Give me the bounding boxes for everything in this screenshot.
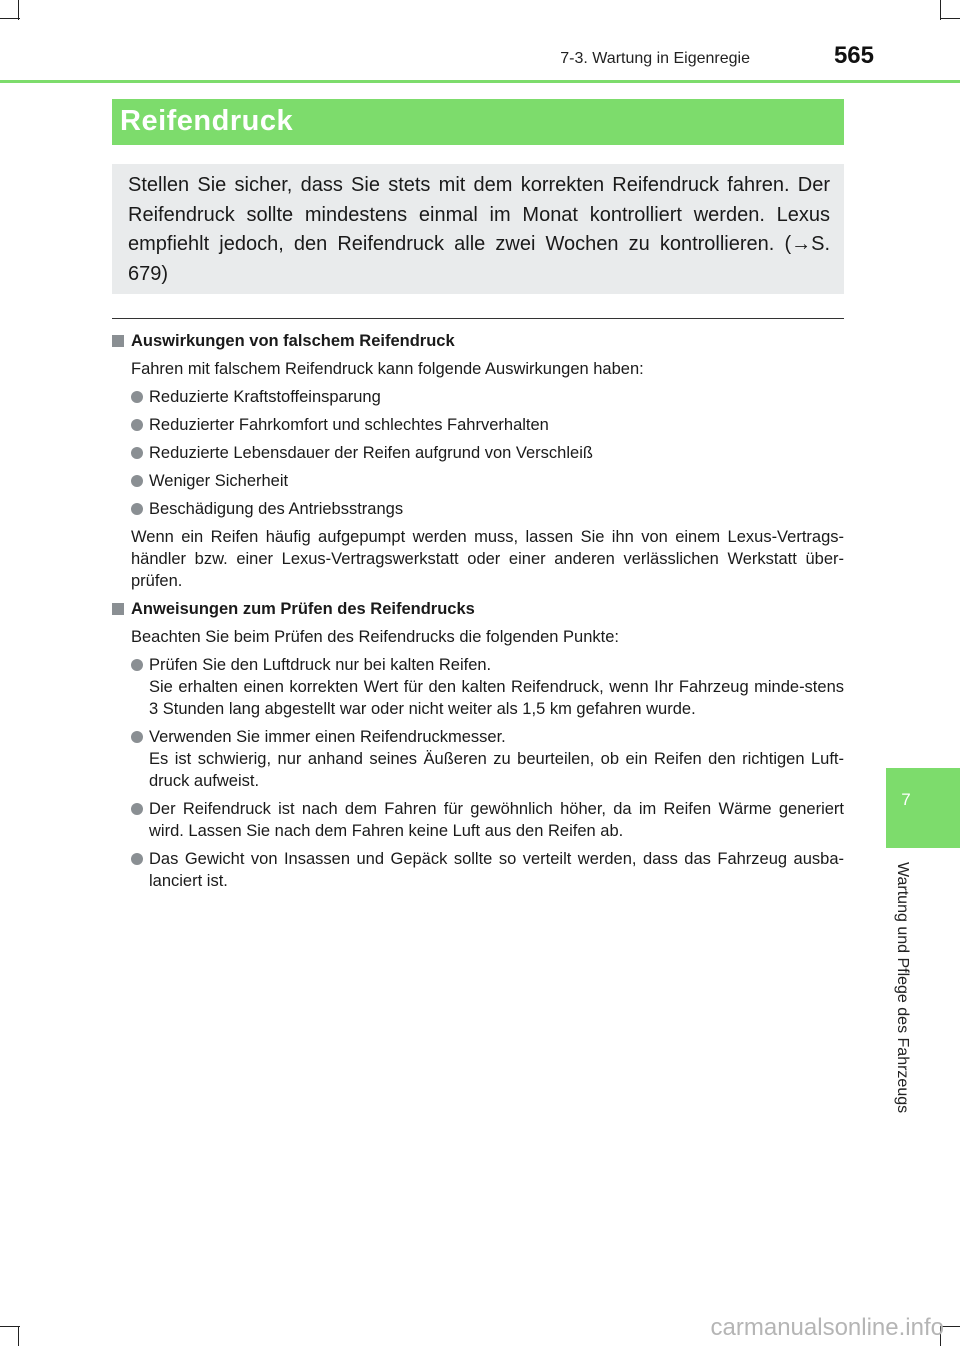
- list-item: Verwenden Sie immer einen Reifendruckmesser. Es ist schwierig, nur anhand seines Äußeren zu beurteilen, ob ein Reifen den richtigen Luft-druck aufweist.: [112, 726, 844, 792]
- page-number: 565: [833, 42, 874, 69]
- crop-mark: [940, 0, 941, 20]
- section-divider: [112, 318, 844, 319]
- crop-mark: [0, 1326, 20, 1327]
- watermark: carmanualsonline.info: [710, 1314, 944, 1341]
- header-rule: [0, 80, 960, 83]
- section-effects: [112, 330, 844, 592]
- circle-bullet-icon: [131, 419, 143, 431]
- section-intro: Fahren mit falschem Reifendruck kann folgende Auswirkungen haben:: [131, 360, 644, 378]
- crop-mark: [0, 18, 20, 19]
- square-bullet-icon: [112, 335, 124, 347]
- list-item: Das Gewicht von Insassen und Gepäck sollte so verteilt werden, dass das Fahrzeug ausba-lanciert ist.: [112, 848, 844, 892]
- crop-mark: [18, 0, 19, 20]
- chapter-tab[interactable]: [886, 768, 960, 848]
- chapter-number: 7: [901, 790, 911, 809]
- list-item: Weniger Sicherheit: [112, 470, 844, 492]
- circle-bullet-icon: [131, 503, 143, 515]
- list-item: Reduzierte Lebensdauer der Reifen aufgrund von Verschleiß: [112, 442, 844, 464]
- list-item: Der Reifendruck ist nach dem Fahren für gewöhnlich höher, da im Reifen Wärme generiert wird. Lassen Sie nach dem Fahren keine Luft aus den Reifen ab.: [112, 798, 844, 842]
- chapter-label: Wartung und Pflege des Fahrzeugs: [894, 862, 911, 1114]
- title-band: [112, 99, 844, 145]
- section-heading: Anweisungen zum Prüfen des Reifendrucks: [112, 598, 844, 620]
- header-section-title: 7-3. Wartung in Eigenregie: [560, 50, 750, 67]
- section-heading: Auswirkungen von falschem Reifendruck: [112, 330, 844, 352]
- list-item: Beschädigung des Antriebsstrangs: [112, 498, 844, 520]
- crop-mark: [18, 1326, 19, 1346]
- square-bullet-icon: [112, 603, 124, 615]
- intro-box: [112, 164, 844, 294]
- page-title: Reifendruck: [120, 105, 294, 137]
- list-item: Reduzierter Fahrkomfort und schlechtes Fahrverhalten: [112, 414, 844, 436]
- circle-bullet-icon: [131, 659, 143, 671]
- circle-bullet-icon: [131, 447, 143, 459]
- section-instructions: [112, 598, 844, 892]
- circle-bullet-icon: [131, 853, 143, 865]
- list-item: Prüfen Sie den Luftdruck nur bei kalten Reifen. Sie erhalten einen korrekten Wert für den kalten Reifendruck, wenn Ihr Fahrzeug minde-stens 3 Stunden lang abgestellt war oder nicht weiter als 1,5 km gefahren wurde.: [112, 654, 844, 720]
- circle-bullet-icon: [131, 731, 143, 743]
- intro-text[interactable]: Stellen Sie sicher, dass Sie stets mit dem korrekten Reifendruck fahren. Der Reifendruck sollte mindestens einmal im Monat kontrolliert werden. Lexus empfiehlt jedoch, den Reifendruck alle zwei Wochen zu kontrollieren. (→S. 679): [128, 174, 830, 285]
- circle-bullet-icon: [131, 803, 143, 815]
- section-outro: Wenn ein Reifen häufig aufgepumpt werden muss, lassen Sie ihn von einem Lexus-Vertrags-händler bzw. einer Lexus-Vertragswerkstatt oder einer anderen verlässlichen Werkstatt über-prüfen.: [131, 528, 844, 590]
- list-item: Reduzierte Kraftstoffeinsparung: [112, 386, 844, 408]
- section-intro: Beachten Sie beim Prüfen des Reifendrucks die folgenden Punkte:: [131, 628, 619, 646]
- crop-mark: [940, 18, 960, 19]
- circle-bullet-icon: [131, 475, 143, 487]
- circle-bullet-icon: [131, 391, 143, 403]
- content: [112, 330, 844, 892]
